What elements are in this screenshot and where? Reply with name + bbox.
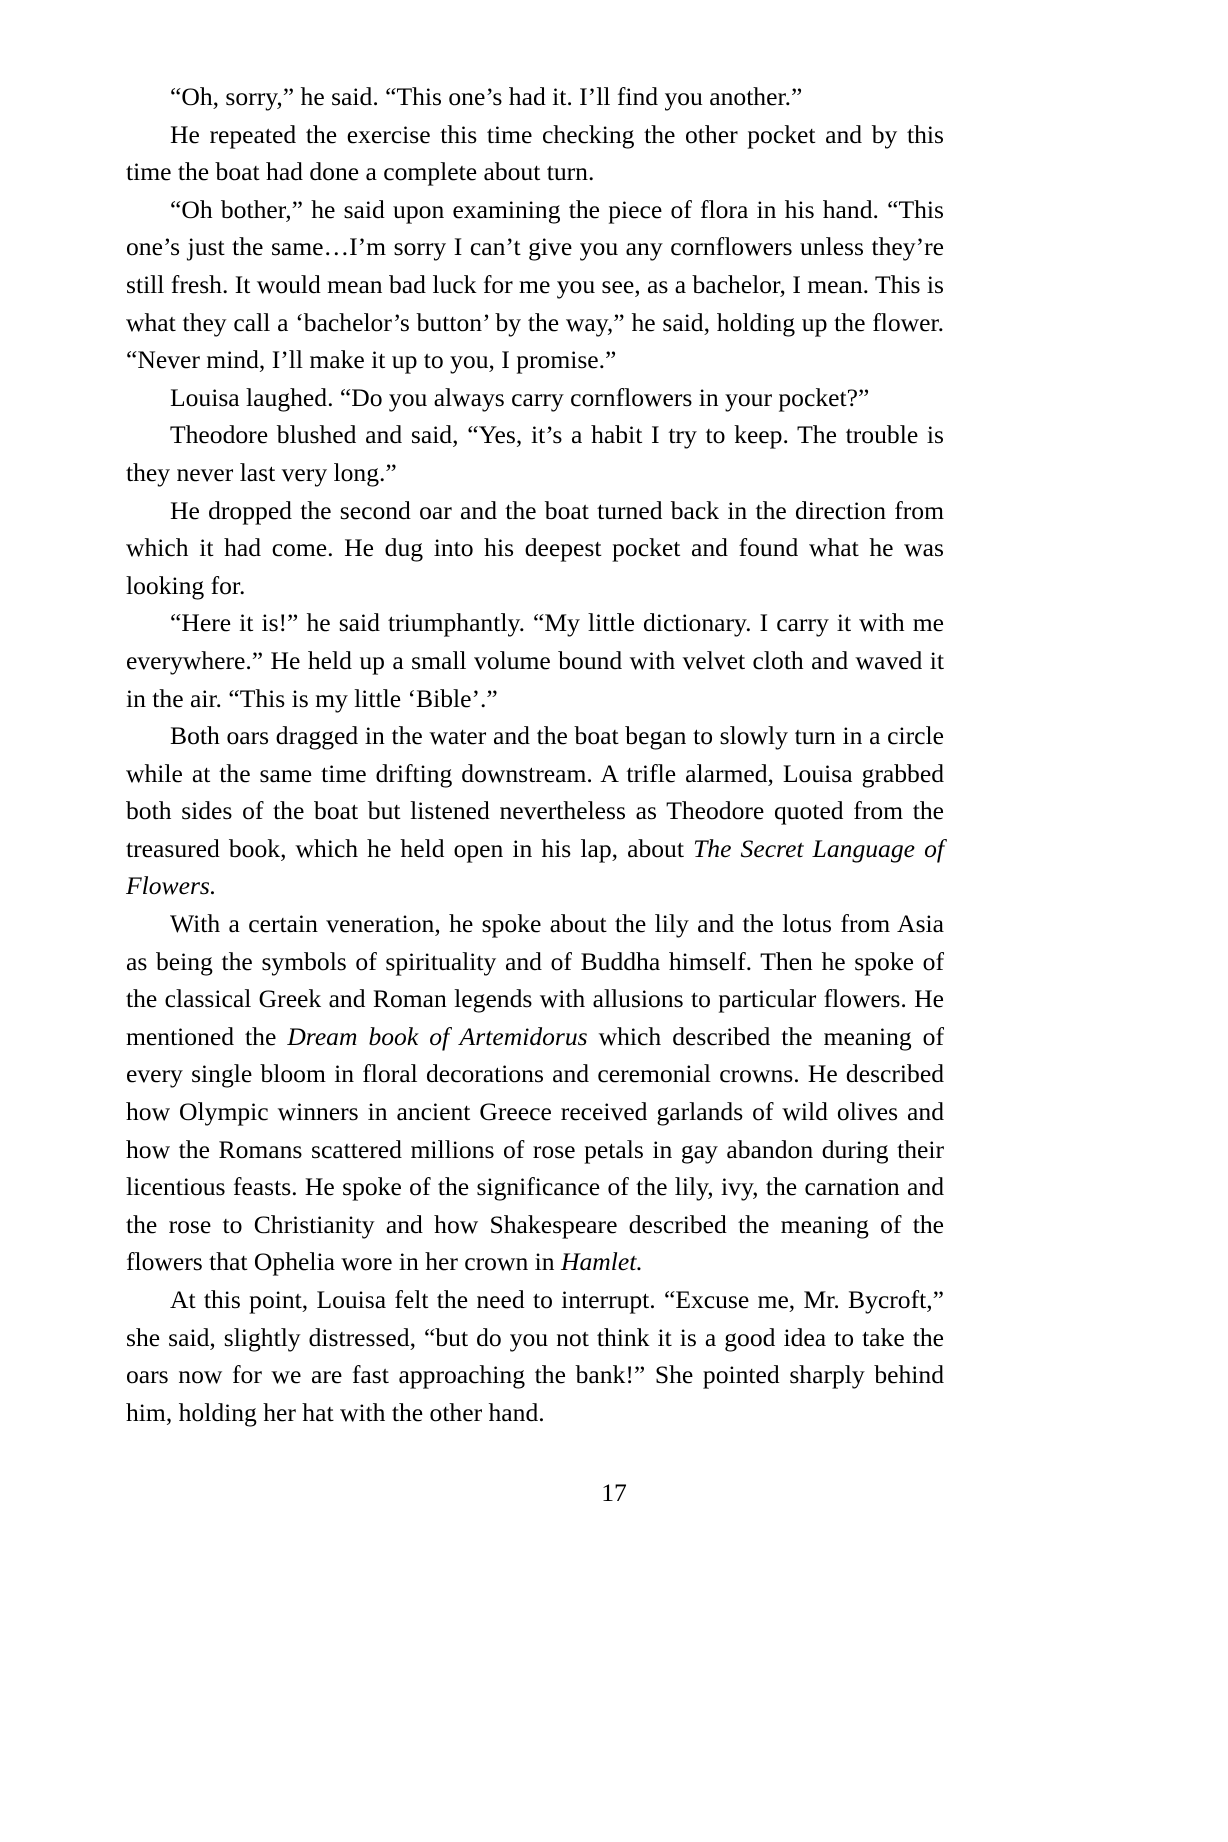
text-run: “Here it is!” he said triumphantly. “My little dictionary. I carry it with me everywhere.” He held up a small volume bound with velvet cloth and waved it in the air. “This is my little ‘Bible’.” xyxy=(126,608,944,713)
para-louisa-laughed xyxy=(126,379,944,417)
para-he-dropped xyxy=(126,492,944,605)
text-run: Louisa laughed. “Do you always carry cornflowers in your pocket?” xyxy=(170,382,870,412)
text-run: “Oh bother,” he said upon examining the piece of flora in his hand. “This one’s just the same…I’m sorry I can’t give you any cornflowers unless they’re still fresh. It would mean bad luck for me you see, as a bachelor, I mean. This is what they call a ‘bachelor’s button’ by the way,” he said, holding up the flower. “Never mind, I’ll make it up to you, I promise.” xyxy=(126,194,944,375)
para-both-oars xyxy=(126,717,944,905)
para-here-it-is xyxy=(126,604,944,717)
text-run: He dropped the second oar and the boat turned back in the direction from which it had come. He dug into his deepest pocket and found what he was looking for. xyxy=(126,495,944,600)
page-number: 17 xyxy=(601,1478,627,1507)
text-run: He repeated the exercise this time checking the other pocket and by this time the boat had done a complete about turn. xyxy=(126,119,944,187)
para-with-veneration xyxy=(126,905,944,1281)
text-run: “Oh, sorry,” he said. “This one’s had it. I’ll find you another.” xyxy=(170,82,803,111)
para-theodore-blushed xyxy=(126,416,944,491)
para-oh-bother xyxy=(126,191,944,379)
para-he-repeated xyxy=(126,116,944,191)
text-run: which described the meaning of every single bloom in floral decorations and ceremonial crowns. He described how Olympic winners in ancient Greece received garlands of wild olives and how the Romans scattered millions of rose petals in gay abandon during their licentious feasts. He spoke of the significance of the lily, ivy, the carnation and the rose to Christianity and how Shakespeare described the meaning of the flowers that Ophelia wore in her crown in xyxy=(126,1021,944,1277)
italic-title-run: The Secret Language of Flowers. xyxy=(126,833,944,901)
italic-title-run: Hamlet. xyxy=(560,1247,643,1277)
para-oh-sorry xyxy=(126,78,944,116)
body-text-column xyxy=(126,78,944,1431)
text-run: Both oars dragged in the water and the boat began to slowly turn in a circle while at the same time drifting downstream. A trifle alarmed, Louisa grabbed both sides of the boat but listened nevertheless as Theodore quoted from the treasured book, which he held open in his lap, about xyxy=(126,721,944,863)
text-run: With a certain veneration, he spoke about the lily and the lotus from Asia as being the symbols of spirituality and of Buddha himself. Then he spoke of the classical Greek and Roman legends with allusions to particular flowers. He mentioned the xyxy=(126,909,944,1051)
text-run: At this point, Louisa felt the need to interrupt. “Excuse me, Mr. Bycroft,” she said, slightly distressed, “but do you not think it is a good idea to take the oars now for we are fast approaching the bank!” She pointed sharply behind him, holding her hat with the other hand. xyxy=(126,1285,944,1427)
text-run: Theodore blushed and said, “Yes, it’s a habit I try to keep. The trouble is they never last very long.” xyxy=(126,420,944,487)
italic-title-run: Dream book of Artemidorus xyxy=(287,1021,588,1051)
para-at-this-point xyxy=(126,1281,944,1431)
